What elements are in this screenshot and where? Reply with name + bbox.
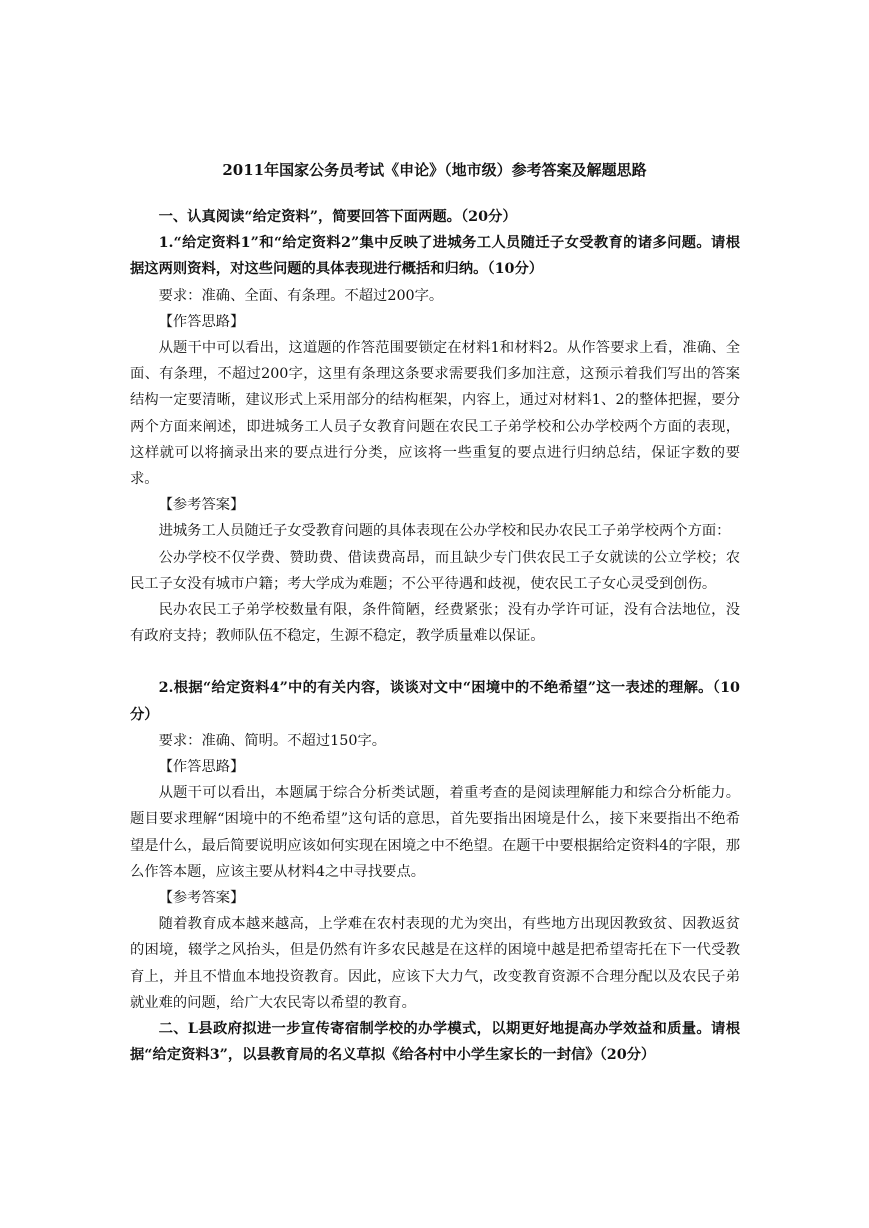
question-two-answer-heading: 【参考答案】 <box>158 890 245 907</box>
question-one-requirement: 要求：准确、全面、有条理。不超过200字。 <box>158 287 444 304</box>
question-one-answer-private-schools: 民办农民工子弟学校数量有限，条件简陋，经费紧张；没有办学许可证，没有合法地位，没有政府支持；教师队伍不稳定，生源不稳定，教学质量难以保证。 <box>130 602 740 645</box>
question-one-answer-heading: 【参考答案】 <box>158 497 245 514</box>
question-one-answer-public-schools: 公办学校不仅学费、赞助费、借读费高昂，而且缺少专门供农民工子女就读的公立学校；农民工子女没有城市户籍；考大学成为难题；不公平待遇和歧视，使农民工子女心灵受到创伤。 <box>130 549 740 592</box>
document-body <box>130 204 740 1069</box>
document-title: 2011年国家公务员考试《申论》（地市级）参考答案及解题思路 <box>222 161 647 179</box>
question-two-text: 2.根据“给定资料4”中的有关内容，谈谈对文中“困境中的不绝希望”这一表述的理解。（10分） <box>130 680 740 723</box>
section-two-heading: 二、L县政府拟进一步宣传寄宿制学校的办学模式，以期更好地提高办学效益和质量。请根据“给定资料3”，以县教育局的名义草拟《给各村中小学生家长的一封信》（20分） <box>130 1021 740 1064</box>
section-one-heading: 一、认真阅读“给定资料”，简要回答下面两题。（20分） <box>158 209 517 225</box>
question-one-approach-text: 从题干中可以看出，这道题的作答范围要锁定在材料1和材料2。从作答要求上看，准确、全面、有条理，不超过200字，这里有条理这条要求需要我们多加注意，这预示着我们写出的答案结构一定要清晰，建议形式上采用部分的结构框架，内容上，通过对材料1、2的整体把握，要分两个方面来阐述，即进城务工人员子女教育问题在农民工子弟学校和公办学校两个方面的表现，这样就可以将摘录出来的要点进行分类，应该将一些重复的要点进行归纳总结，保证字数的要求。 <box>130 340 740 488</box>
question-one-text: 1.“给定资料1”和“给定资料2”集中反映了进城务工人员随迁子女受教育的诸多问题。请根据这两则资料，对这些问题的具体表现进行概括和归纳。（10分） <box>130 235 740 278</box>
question-two-approach-heading: 【作答思路】 <box>158 759 245 776</box>
question-two-approach-text: 从题干可以看出，本题属于综合分析类试题，着重考查的是阅读理解能力和综合分析能力。题目要求理解“困境中的不绝希望”这句话的意思，首先要指出困境是什么，接下来要指出不绝希望是什么，最后简要说明应该如何实现在困境之中不绝望。在题干中要根据给定资料4的字限，那么作答本题，应该主要从材料4之中寻找要点。 <box>130 785 740 880</box>
question-one-answer-intro: 进城务工人员随迁子女受教育问题的具体表现在公办学校和民办农民工子弟学校两个方面： <box>158 523 731 540</box>
question-one-approach-heading: 【作答思路】 <box>158 313 245 330</box>
question-two-requirement: 要求：准确、简明。不超过150字。 <box>158 732 387 749</box>
question-two-answer-text: 随着教育成本越来越高，上学难在农村表现的尤为突出，有些地方出现因教致贫、因教返贫的困境，辍学之风抬头，但是仍然有许多农民越是在这样的困境中越是把希望寄托在下一代受教育上，并且不惜血本地投资教育。因此，应该下大力气，改变教育资源不合理分配以及农民子弟就业难的问题，给广大农民寄以希望的教育。 <box>130 916 740 1011</box>
